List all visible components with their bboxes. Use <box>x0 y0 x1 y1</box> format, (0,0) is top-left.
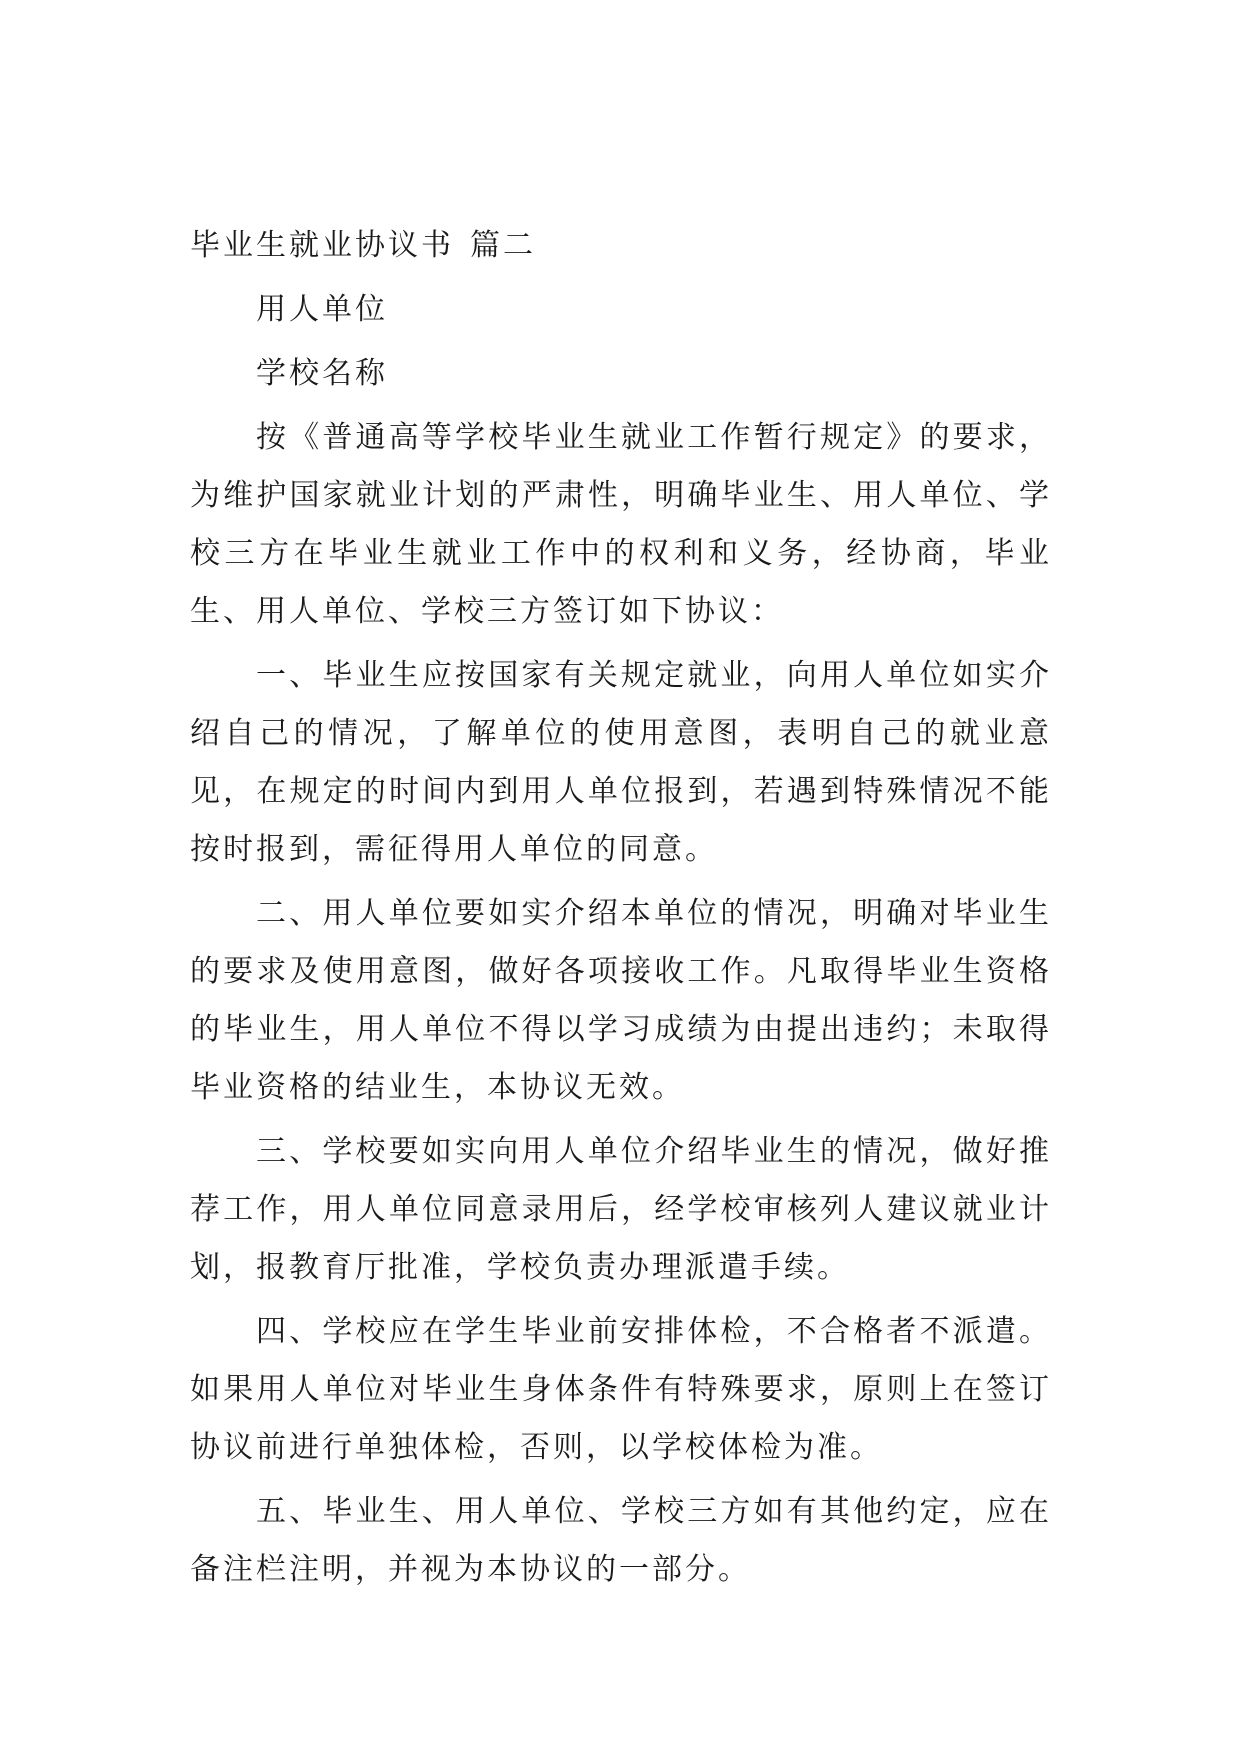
document-title: 毕业生就业协议书 <box>190 228 454 263</box>
paragraph-clause-5: 五、毕业生、用人单位、学校三方如有其他约定，应在备注栏注明，并视为本协议的一部分。 <box>190 1494 1052 1587</box>
paragraph-clause-4: 四、学校应在学生毕业前安排体检，不合格者不派遣。如果用人单位对毕业生身体条件有特殊要求，原则上在签订协议前进行单独体检，否则，以学校体检为准。 <box>190 1314 1052 1465</box>
document-body <box>190 217 1052 1605</box>
paragraph-clause-2: 二、用人单位要如实介绍本单位的情况，明确对毕业生的要求及使用意图，做好各项接收工作。凡取得毕业生资格的毕业生，用人单位不得以学习成绩为由提出违约；未取得毕业资格的结业生，本协议无效。 <box>190 896 1052 1105</box>
paragraph-employer: 用人单位 <box>256 292 388 327</box>
document-title-line <box>190 217 1052 275</box>
paragraph-clause-3: 三、学校要如实向用人单位介绍毕业生的情况，做好推荐工作，用人单位同意录用后，经学校审核列人建议就业计划，报教育厅批准，学校负责办理派遣手续。 <box>190 1134 1052 1285</box>
paragraph-preamble: 按《普通高等学校毕业生就业工作暂行规定》的要求，为维护国家就业计划的严肃性，明确毕业生、用人单位、学校三方在毕业生就业工作中的权利和义务，经协商，毕业生、用人单位、学校三方签订如下协议： <box>190 420 1052 629</box>
paragraph-clause-1: 一、毕业生应按国家有关规定就业，向用人单位如实介绍自己的情况，了解单位的使用意图，表明自己的就业意见，在规定的时间内到用人单位报到，若遇到特殊情况不能按时报到，需征得用人单位的同意。 <box>190 658 1052 867</box>
paragraph-school-name: 学校名称 <box>256 356 388 391</box>
document-subtitle: 篇二 <box>470 228 536 263</box>
